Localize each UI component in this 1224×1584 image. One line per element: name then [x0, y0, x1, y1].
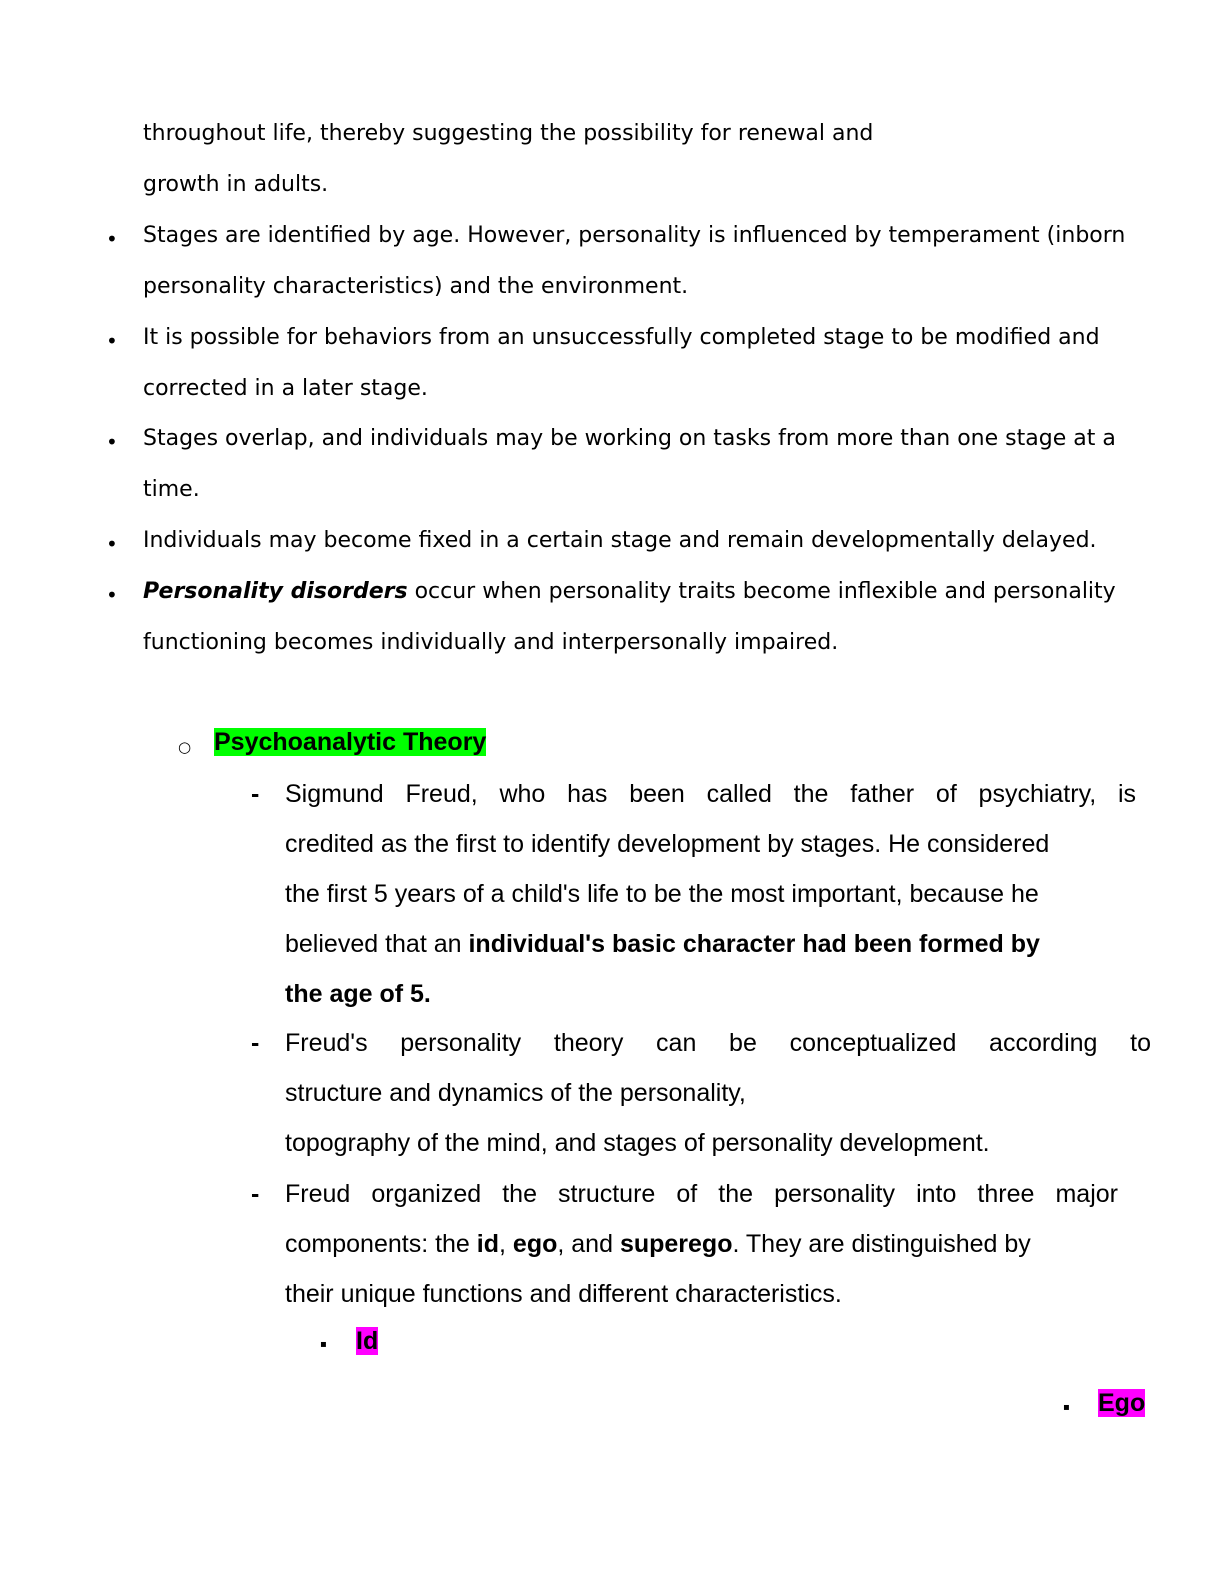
intro-line-2: growth in adults.: [143, 172, 329, 197]
freud-item-3-line-3: their unique functions and different characteristics.: [285, 1280, 842, 1308]
freud-item-3-line-1: Freud organized the structure of the personality into three major: [285, 1180, 1118, 1208]
bullet-1-line-1: Stages are identified by age. However, personality is influenced by temperament (inborn: [143, 223, 1126, 248]
freud-item-1-line-5: the age of 5.: [285, 980, 431, 1008]
bullet-2-line-2: corrected in a later stage.: [143, 376, 428, 401]
bullet-dot: •: [106, 227, 118, 251]
bullet-5-line-2: functioning becomes individually and interpersonally impaired.: [143, 630, 839, 655]
text-segment: . They are distinguished by: [732, 1230, 1031, 1258]
dash-marker: -: [251, 780, 260, 808]
circle-marker: ○: [178, 738, 192, 756]
bullet-4-line-1: Individuals may become fixed in a certain stage and remain developmentally delayed.: [143, 528, 1097, 553]
freud-item-3-line-2: [285, 1230, 1031, 1259]
bullet-dot: •: [106, 329, 118, 353]
freud-item-2-line-2: structure and dynamics of the personality,: [285, 1079, 746, 1107]
bullet-2-line-1: It is possible for behaviors from an unsuccessfully completed stage to be modified and: [143, 325, 1100, 350]
bullet-5-rest: occur when personality traits become inflexible and personality: [407, 579, 1116, 604]
bullet-3-line-1: Stages overlap, and individuals may be working on tasks from more than one stage at a: [143, 426, 1116, 451]
text-segment: , and: [557, 1230, 620, 1258]
freud-item-1-line-2: credited as the first to identify development by stages. He considered: [285, 830, 1050, 858]
section-title-highlight: Psychoanalytic Theory: [214, 728, 487, 756]
bullet-dot: •: [106, 532, 118, 556]
text-segment: ,: [499, 1230, 513, 1258]
sub-item-id-highlight: Id: [356, 1327, 379, 1355]
square-marker: ▪: [320, 1339, 327, 1350]
intro-line-1: throughout life, thereby suggesting the possibility for renewal and: [143, 121, 874, 146]
square-marker: ▪: [1063, 1402, 1070, 1413]
freud-item-1-line-3: the first 5 years of a child's life to be the most important, because he: [285, 880, 1039, 908]
freud-item-2-line-3: topography of the mind, and stages of personality development.: [285, 1129, 990, 1157]
term-personality-disorders: Personality disorders: [143, 579, 408, 604]
freud-item-2-line-1: Freud's personality theory can be conceptualized according to: [285, 1029, 1151, 1057]
text-segment: components: the: [285, 1230, 477, 1258]
term-superego: superego: [619, 1230, 733, 1258]
bullet-dot: •: [106, 583, 118, 607]
freud-item-1-line-4: [285, 930, 1040, 959]
freud-item-1-line-1: Sigmund Freud, who has been called the father of psychiatry, is: [285, 780, 1136, 808]
dash-marker: -: [251, 1180, 260, 1208]
sub-item-ego-highlight: Ego: [1098, 1389, 1146, 1417]
bullet-1-line-2: personality characteristics) and the environment.: [143, 274, 689, 299]
term-id: id: [476, 1230, 500, 1258]
freud-item-1-plain: believed that an: [285, 930, 469, 958]
term-ego: ego: [512, 1230, 558, 1258]
dash-marker: -: [251, 1029, 260, 1057]
bullet-5-line-1: [143, 579, 1116, 604]
bullet-3-line-2: time.: [143, 477, 200, 502]
sub-item-ego: [1098, 1389, 1145, 1418]
sub-item-id: [356, 1327, 378, 1356]
section-title: [214, 728, 486, 757]
freud-item-1-bold: individual's basic character had been formed by: [468, 930, 1040, 958]
bullet-dot: •: [106, 430, 118, 454]
